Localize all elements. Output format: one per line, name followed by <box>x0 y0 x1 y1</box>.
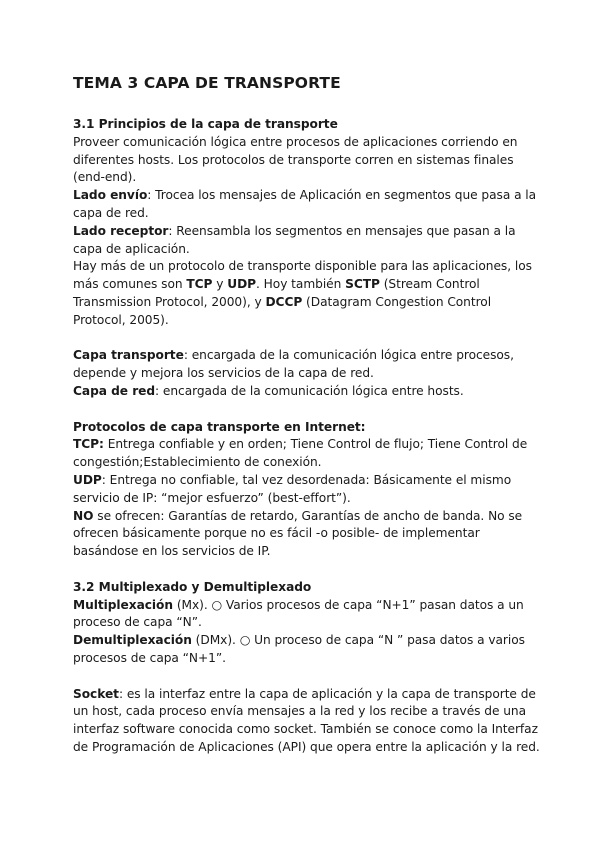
lado-envio-paragraph <box>73 187 540 223</box>
multiplexacion-text: (Mx). ○ Varios procesos de capa “N+1” pasan datos a un proceso de capa “N”. <box>73 597 524 630</box>
udp-label: UDP <box>73 472 102 487</box>
capa-red-paragraph <box>73 383 540 401</box>
demultiplexacion-label: Demultiplexación <box>73 633 192 648</box>
sctp-term: SCTP <box>345 277 380 292</box>
no-label: NO <box>73 508 94 523</box>
spacer <box>73 668 540 686</box>
socket-label: Socket <box>73 686 119 701</box>
document-title: TEMA 3 CAPA DE TRANSPORTE <box>73 74 341 92</box>
no-ofrecen-paragraph <box>73 508 540 561</box>
udp-paragraph <box>73 472 540 508</box>
protocols-text-a: Hay más de un protocolo de transporte disponible para las aplicaciones, los más comunes son <box>73 259 532 292</box>
tcp-paragraph <box>73 436 540 472</box>
tcp-label: TCP: <box>73 437 104 452</box>
spacer <box>73 561 540 579</box>
socket-paragraph <box>73 686 540 757</box>
demultiplexacion-text: (DMx). ○ Un proceso de capa “N ” pasa datos a varios procesos de capa “N+1”. <box>73 633 525 665</box>
section-3-2-heading: 3.2 Multiplexado y Demultiplexado <box>73 579 312 594</box>
lado-receptor-paragraph <box>73 223 540 259</box>
protocols-text-y: y <box>212 277 228 292</box>
protocolos-heading: Protocolos de capa transporte en Internet: <box>73 419 366 434</box>
section-3-1-heading: 3.1 Principios de la capa de transporte <box>73 117 338 131</box>
capa-red-text: : encargada de la comunicación lógica entre hosts. <box>155 383 464 398</box>
tcp-text: Entrega confiable y en orden; Tiene Control de flujo; Tiene Control de congestión;Establecimiento de conexión. <box>73 437 528 470</box>
lado-envio-label: Lado envío <box>73 188 148 203</box>
no-text: se ofrecen: Garantías de retardo, Garantías de ancho de banda. No se ofrecen básicamente porque no es fácil -o posible- de implementar basándose en los servicios de IP. <box>73 508 523 559</box>
capa-transporte-label: Capa transporte <box>73 348 184 363</box>
spacer <box>73 330 540 348</box>
spacer <box>73 401 540 419</box>
protocols-paragraph <box>73 258 540 329</box>
dccp-term: DCCP <box>265 294 303 309</box>
udp-text: : Entrega no confiable, tal vez desordenada: Básicamente el mismo servicio de IP: “mejor esfuerzo” (best-effort”). <box>73 472 512 505</box>
multiplexacion-label: Multiplexación <box>73 597 173 612</box>
protocols-text-c: (Stream Control Transmission Protocol, 2000), y <box>73 277 480 309</box>
lado-envio-text: : Trocea los mensajes de Aplicación en segmentos que pasa a la capa de red. <box>73 188 537 220</box>
socket-text: : es la interfaz entre la capa de aplicación y la capa de transporte de un host, cada proceso envía mensajes a la red y los recibe a través de una interfaz software conocida como socket. También se conoce como la Interfaz de Programación de Aplicaciones (API) que opera entre la aplicación y la red. <box>73 686 540 754</box>
capa-transporte-paragraph <box>73 347 540 383</box>
demultiplexacion-paragraph <box>73 632 540 668</box>
section-3-1-intro: Proveer comunicación lógica entre procesos de aplicaciones corriendo en diferentes hosts. Los protocolos de transporte corren en sistemas finales (end-end). <box>73 134 518 185</box>
multiplexacion-paragraph <box>73 597 540 633</box>
lado-receptor-label: Lado receptor <box>73 223 169 238</box>
tcp-term: TCP <box>186 277 213 292</box>
capa-transporte-text: : encargada de la comunicación lógica entre procesos, depende y mejora los servicios de la capa de red. <box>73 348 514 381</box>
capa-red-label: Capa de red <box>73 383 156 398</box>
lado-receptor-text: : Reensambla los segmentos en mensajes que pasan a la capa de aplicación. <box>73 223 516 256</box>
udp-term: UDP <box>227 277 257 292</box>
protocols-text-d: (Datagram Congestion Control Protocol, 2005). <box>73 294 492 327</box>
protocols-text-b: . Hoy también <box>256 277 346 292</box>
